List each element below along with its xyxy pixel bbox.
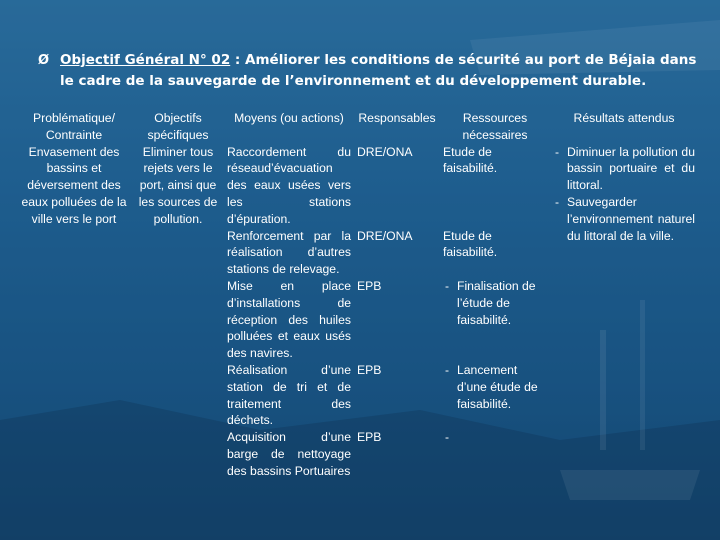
responsable-cell: EPB <box>357 278 382 293</box>
objective-title: Objectif Général N° 02 <box>60 52 231 68</box>
arrow-bullet-icon: Ø <box>38 53 50 68</box>
header-objectifs: Objectifs spécifiques <box>147 111 209 142</box>
header-problematique: Problématique/ Contrainte <box>33 111 115 142</box>
action-plan-table <box>16 110 698 480</box>
moyen-cell <box>224 429 354 479</box>
header-responsables: Responsables <box>358 111 436 125</box>
moyen-cell <box>224 362 354 429</box>
moyen-text: Mise en place d’installations de réception des huiles polluées et eaux usés des navires. <box>227 278 351 361</box>
moyen-text: Renforcement par la réalisation d’autres stations de relevage. <box>227 228 351 277</box>
responsable-cell: EPB <box>357 430 382 445</box>
header-moyens: Moyens (ou actions) <box>234 111 344 125</box>
moyen-cell <box>224 228 354 278</box>
ressource-text: - Finalisation de l’étude de faisabilité. <box>443 278 547 328</box>
responsable-cell: EPB <box>357 362 382 377</box>
ressource-cell: Etude de faisabilité. <box>443 228 498 260</box>
table-row <box>16 144 698 228</box>
ressource-cell <box>440 429 550 479</box>
resultats-list <box>553 144 695 245</box>
problematique-cell: Envasement des bassins et déversement des eaux polluées de la ville vers le port <box>21 144 127 226</box>
moyen-text: Raccordement du réseaud’évacuation des eaux usées vers les stations d’épuration. <box>227 144 351 226</box>
ressource-text: - Lancement d’une étude de faisabilité. <box>443 362 547 412</box>
objective-heading <box>38 50 698 92</box>
moyen-cell <box>224 144 354 228</box>
header-ressources: Ressources nécessaires <box>462 111 528 142</box>
resultat-item: - Sauvegarder l’environnement naturel du littoral de la ville. <box>553 194 695 244</box>
ressource-cell: Etude de faisabilité. <box>443 144 498 176</box>
objective-text <box>38 50 698 92</box>
moyen-text: Acquisition d’une barge de nettoyage des bassins Portuaires <box>227 430 351 478</box>
header-resultats: Résultats attendus <box>573 111 675 125</box>
ressource-cell <box>440 278 550 362</box>
table-header-row <box>16 110 698 144</box>
objective-description: : Améliorer les conditions de sécurité au port de Béjaia dans le cadre de la sauvegarde de l’environnement et du développement durable. <box>60 52 697 89</box>
responsable-cell: DRE/ONA <box>357 144 413 159</box>
ressource-cell <box>440 362 550 429</box>
objectifs-cell: Eliminer tous rejets vers le port, ainsi que les sources de pollution. <box>138 144 218 226</box>
resultats-cell <box>550 144 698 480</box>
resultat-item: - Diminuer la pollution du bassin portuaire et du littoral. <box>553 144 695 194</box>
responsable-cell: DRE/ONA <box>357 228 413 243</box>
moyen-text: Réalisation d’une station de tri et de traitement des déchets. <box>227 362 351 428</box>
moyen-cell <box>224 278 354 362</box>
